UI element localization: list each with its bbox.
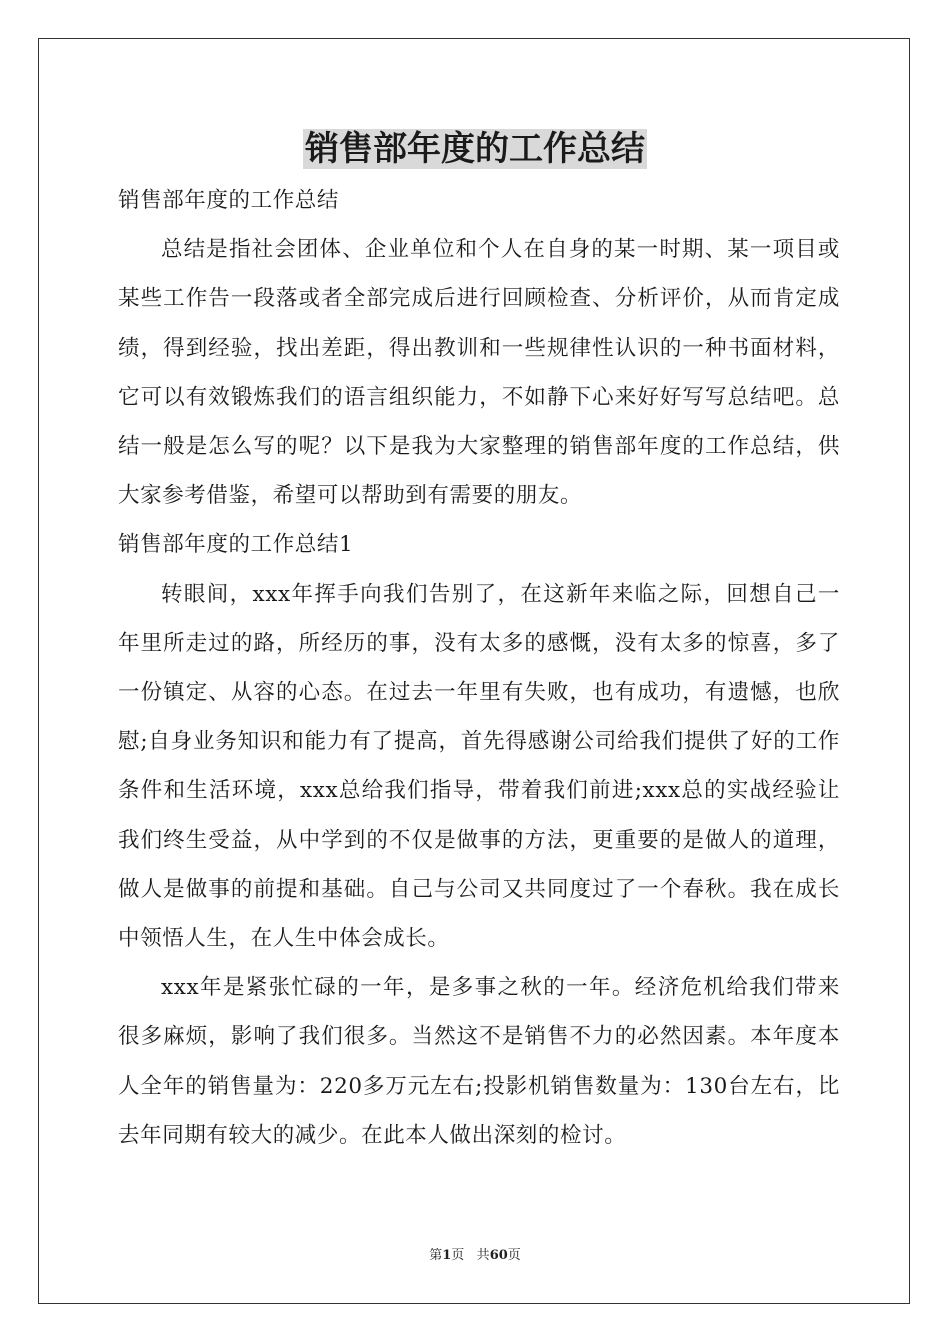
body-paragraph-2: xxx年是紧张忙碌的一年，是多事之秋的一年。经济危机给我们带来很多麻烦，影响了我们很多。当然这不是销售不力的必然因素。本年度本人全年的销售量为：220多万元左右;投影机销售数量为：130台左右，比去年同期有较大的减少。在此本人做出深刻的检讨。 bbox=[118, 975, 840, 1148]
section-heading: 销售部年度的工作总结1 bbox=[118, 532, 354, 558]
total-suffix: 页 bbox=[507, 1248, 521, 1263]
subtitle: 销售部年度的工作总结 bbox=[118, 188, 340, 213]
page-number: 1 bbox=[442, 1248, 452, 1263]
document-body bbox=[118, 176, 840, 1160]
page-total: 60 bbox=[489, 1248, 508, 1263]
document-title bbox=[0, 126, 950, 172]
body-paragraph-1: 转眼间，xxx年挥手向我们告别了，在这新年来临之际，回想自己一年里所走过的路，所经历的事，没有太多的感慨，没有太多的惊喜，多了一份镇定、从容的心态。在过去一年里有失败，也有成功，有遗憾，也欣慰;自身业务知识和能力有了提高，首先得感谢公司给我们提供了好的工作条件和生活环境，xxx总给我们指导，带着我们前进;xxx总的实战经验让我们终生受益，从中学到的不仅是做事的方法，更重要的是做人的道理，做人是做事的前提和基础。自己与公司又共同度过了一个春秋。我在成长中领悟人生，在人生中体会成长。 bbox=[118, 581, 840, 952]
page-suffix: 页 bbox=[451, 1248, 465, 1263]
total-prefix: 共 bbox=[476, 1248, 490, 1263]
page-prefix: 第 bbox=[429, 1248, 443, 1263]
intro-paragraph: 总结是指社会团体、企业单位和个人在自身的某一时期、某一项目或某些工作告一段落或者全部完成后进行回顾检查、分析评价，从而肯定成绩，得到经验，找出差距，得出教训和一些规律性认识的一种书面材料，它可以有效锻炼我们的语言组织能力，不如静下心来好好写写总结吧。总结一般是怎么写的呢？以下是我为大家整理的销售部年度的工作总结，供大家参考借鉴，希望可以帮助到有需要的朋友。 bbox=[118, 237, 840, 509]
page-footer bbox=[0, 1244, 950, 1263]
title-highlight: 销售部年度的工作总结 bbox=[305, 129, 645, 169]
